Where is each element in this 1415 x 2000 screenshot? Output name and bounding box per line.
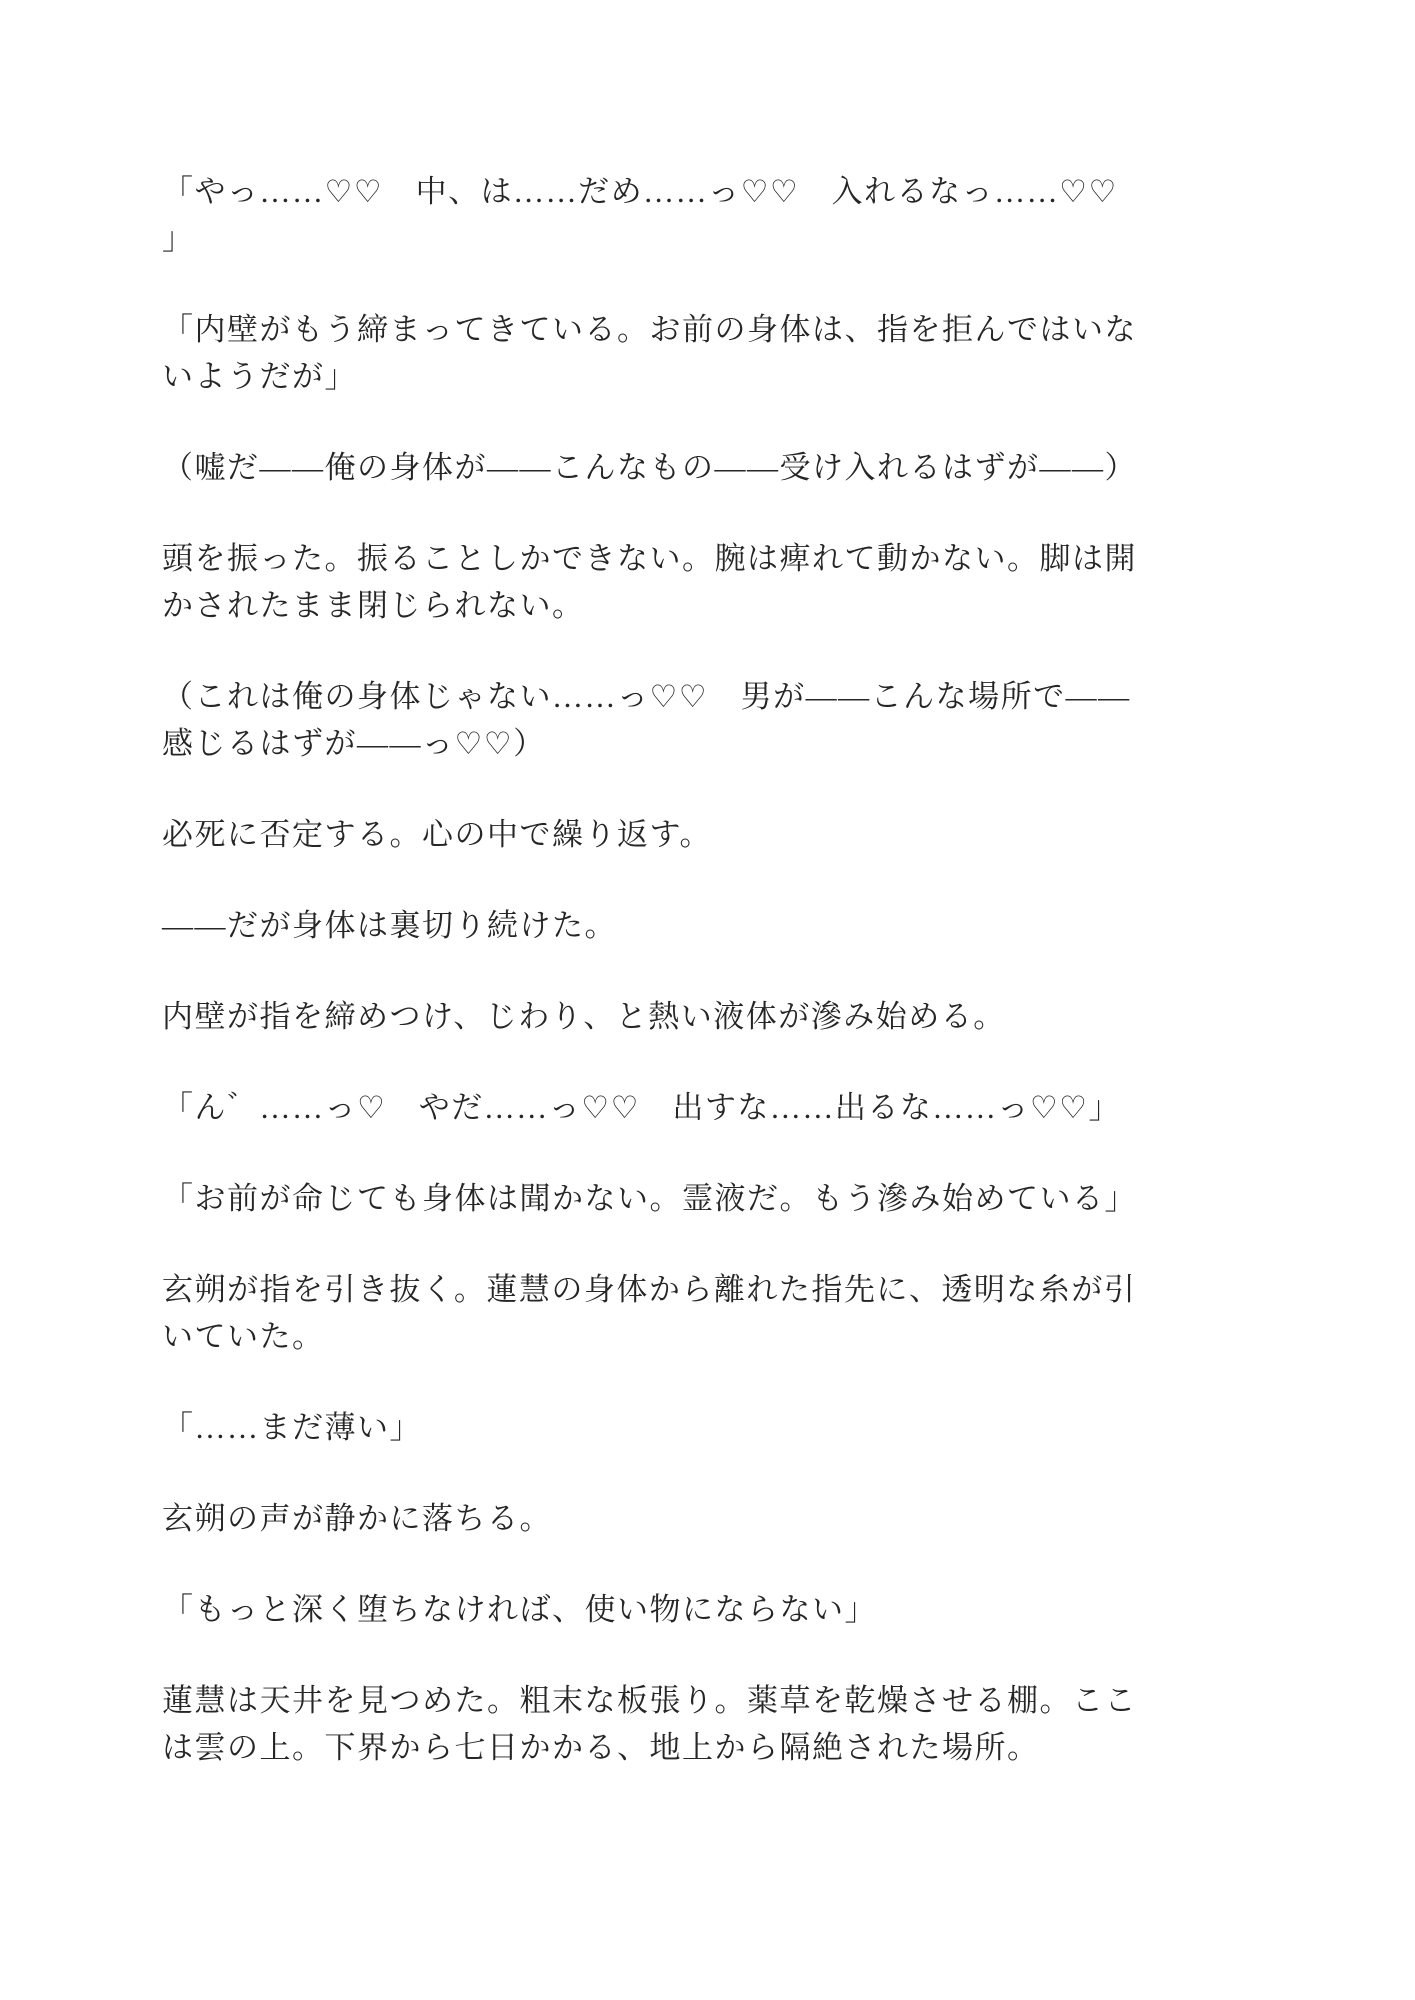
paragraph [162,444,1157,491]
text-line: 「お前が命じても身体は聞かない。霊液だ。もう滲み始めている」 [162,1181,1137,1216]
text-line: 頭を振った。振ることしかできない。腕は痺れて動かない。脚は開 [162,541,1137,576]
text-line: （嘘だ――俺の身体が――こんなもの――受け入れるはずが――） [162,450,1137,485]
paragraph [162,1677,1157,1771]
paragraph [162,993,1157,1040]
paragraph [162,1266,1157,1360]
text-line: 」 [162,221,195,256]
document-body [162,168,1157,1771]
text-line: 内壁が指を締めつけ、じわり、と熱い液体が滲み始める。 [162,999,1006,1034]
text-line: 「……まだ薄い」 [162,1410,422,1445]
paragraph [162,811,1157,858]
text-line: 必死に否定する。心の中で繰り返す。 [162,817,713,852]
text-line: 玄朔が指を引き抜く。蓮慧の身体から離れた指先に、透明な糸が引 [162,1272,1137,1307]
paragraph [162,1175,1157,1222]
paragraph [162,1084,1157,1131]
text-line: いていた。 [162,1319,325,1354]
text-line: いようだが」 [162,359,357,394]
text-line: は雲の上。下界から七日かかる、地上から隔絶された場所。 [162,1730,1040,1765]
text-line: かされたまま閉じられない。 [162,588,585,623]
text-line: 「もっと深く堕ちなければ、使い物にならない」 [162,1592,877,1627]
paragraph [162,306,1157,400]
text-line: 「やっ……♡♡ 中、は……だめ……っ♡♡ 入れるなっ……♡♡ [162,174,1118,209]
paragraph [162,1404,1157,1451]
paragraph [162,673,1157,767]
text-line: （これは俺の身体じゃない……っ♡♡ 男が――こんな場所で―― [162,679,1131,714]
document-page [162,168,1157,1815]
text-line: 「内壁がもう締まってきている。お前の身体は、指を拒んではいな [162,312,1137,347]
text-line: 感じるはずが――っ♡♡） [162,726,546,761]
paragraph [162,168,1157,262]
text-line: 玄朔の声が静かに落ちる。 [162,1501,552,1536]
text-line: ――だが身体は裏切り続けた。 [162,908,617,943]
text-line: 蓮慧は天井を見つめた。粗末な板張り。薬草を乾燥させる棚。ここ [162,1683,1137,1718]
paragraph [162,902,1157,949]
paragraph [162,1495,1157,1542]
paragraph [162,1586,1157,1633]
text-line: 「ん゛……っ♡ やだ……っ♡♡ 出すな……出るな……っ♡♡」 [162,1090,1121,1125]
paragraph [162,535,1157,629]
